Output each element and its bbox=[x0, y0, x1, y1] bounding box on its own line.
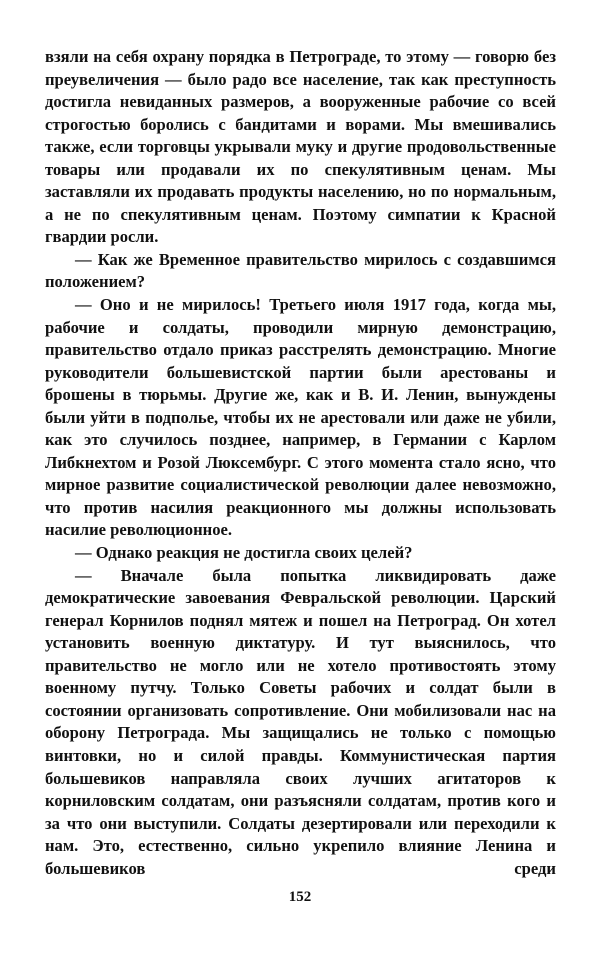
paragraph-4: — Однако реакция не достигла своих целей? bbox=[75, 543, 413, 563]
paragraph-2: — Как же Временное правительство мирилось с создавшимся положением? bbox=[45, 249, 556, 292]
paragraph-1: взяли на себя охрану порядка в Петрограде, то этому — говорю без преувеличения — было радо все население, так как преступность достигла невиданных размеров, а вооруженные рабочие со всей строгостью боролись с бандитами и ворами. Мы вмешивались также, если торговцы укрывали муку и другие продовольственные товары или продавали их по спекулятивным ценам. Мы заставляли их продавать продукты населению, но по нормальным, а не по спекулятивным ценам. Поэтому симпатии к Красной гвардии росли. bbox=[45, 47, 556, 247]
paragraph-3: — Оно и не мирилось! Третьего июля 1917 года, когда мы, рабочие и солдаты, проводили мирную демонстрацию, правительство отдало приказ расстрелять демонстрацию. Многие руководители большевистской партии были арестованы и брошены в тюрьмы. Другие же, как и В. И. Ленин, вынуждены были уйти в подполье, чтобы их не арестовали или даже не убили, как это случилось позднее, например, в Германии с Карлом Либкнехтом и Розой Люксембург. С этого момента стало ясно, что мирное развитие социалистической революции далее невозможно, что против насилия реакционного мы должны использовать насилие революционное. bbox=[45, 295, 556, 540]
paragraph-5: — Вначале была попытка ликвидировать даже демократические завоевания Февральской революции. Царский генерал Корнилов поднял мятеж и пошел на Петроград. Он хотел установить военную диктатуру. И тут выяснилось, что правительство не могло или не хотело противостоять этому военному путчу. Только Советы рабочих и солдат были в состоянии организовать сопротивление. Они мобилизовали нас на оборону Петрограда. Мы защищались не только с помощью винтовки, но и силой правды. Коммунистическая партия большевиков направляла своих лучших агитаторов к корниловским солдатам, они разъясняли солдатам, против кого и за что они выступили. Солдаты дезертировали или переходили к нам. Это, естественно, сильно укрепило влияние Ленина и большевиков среди bbox=[45, 565, 556, 878]
page-number: 152 bbox=[288, 889, 312, 905]
page-body bbox=[45, 46, 556, 880]
